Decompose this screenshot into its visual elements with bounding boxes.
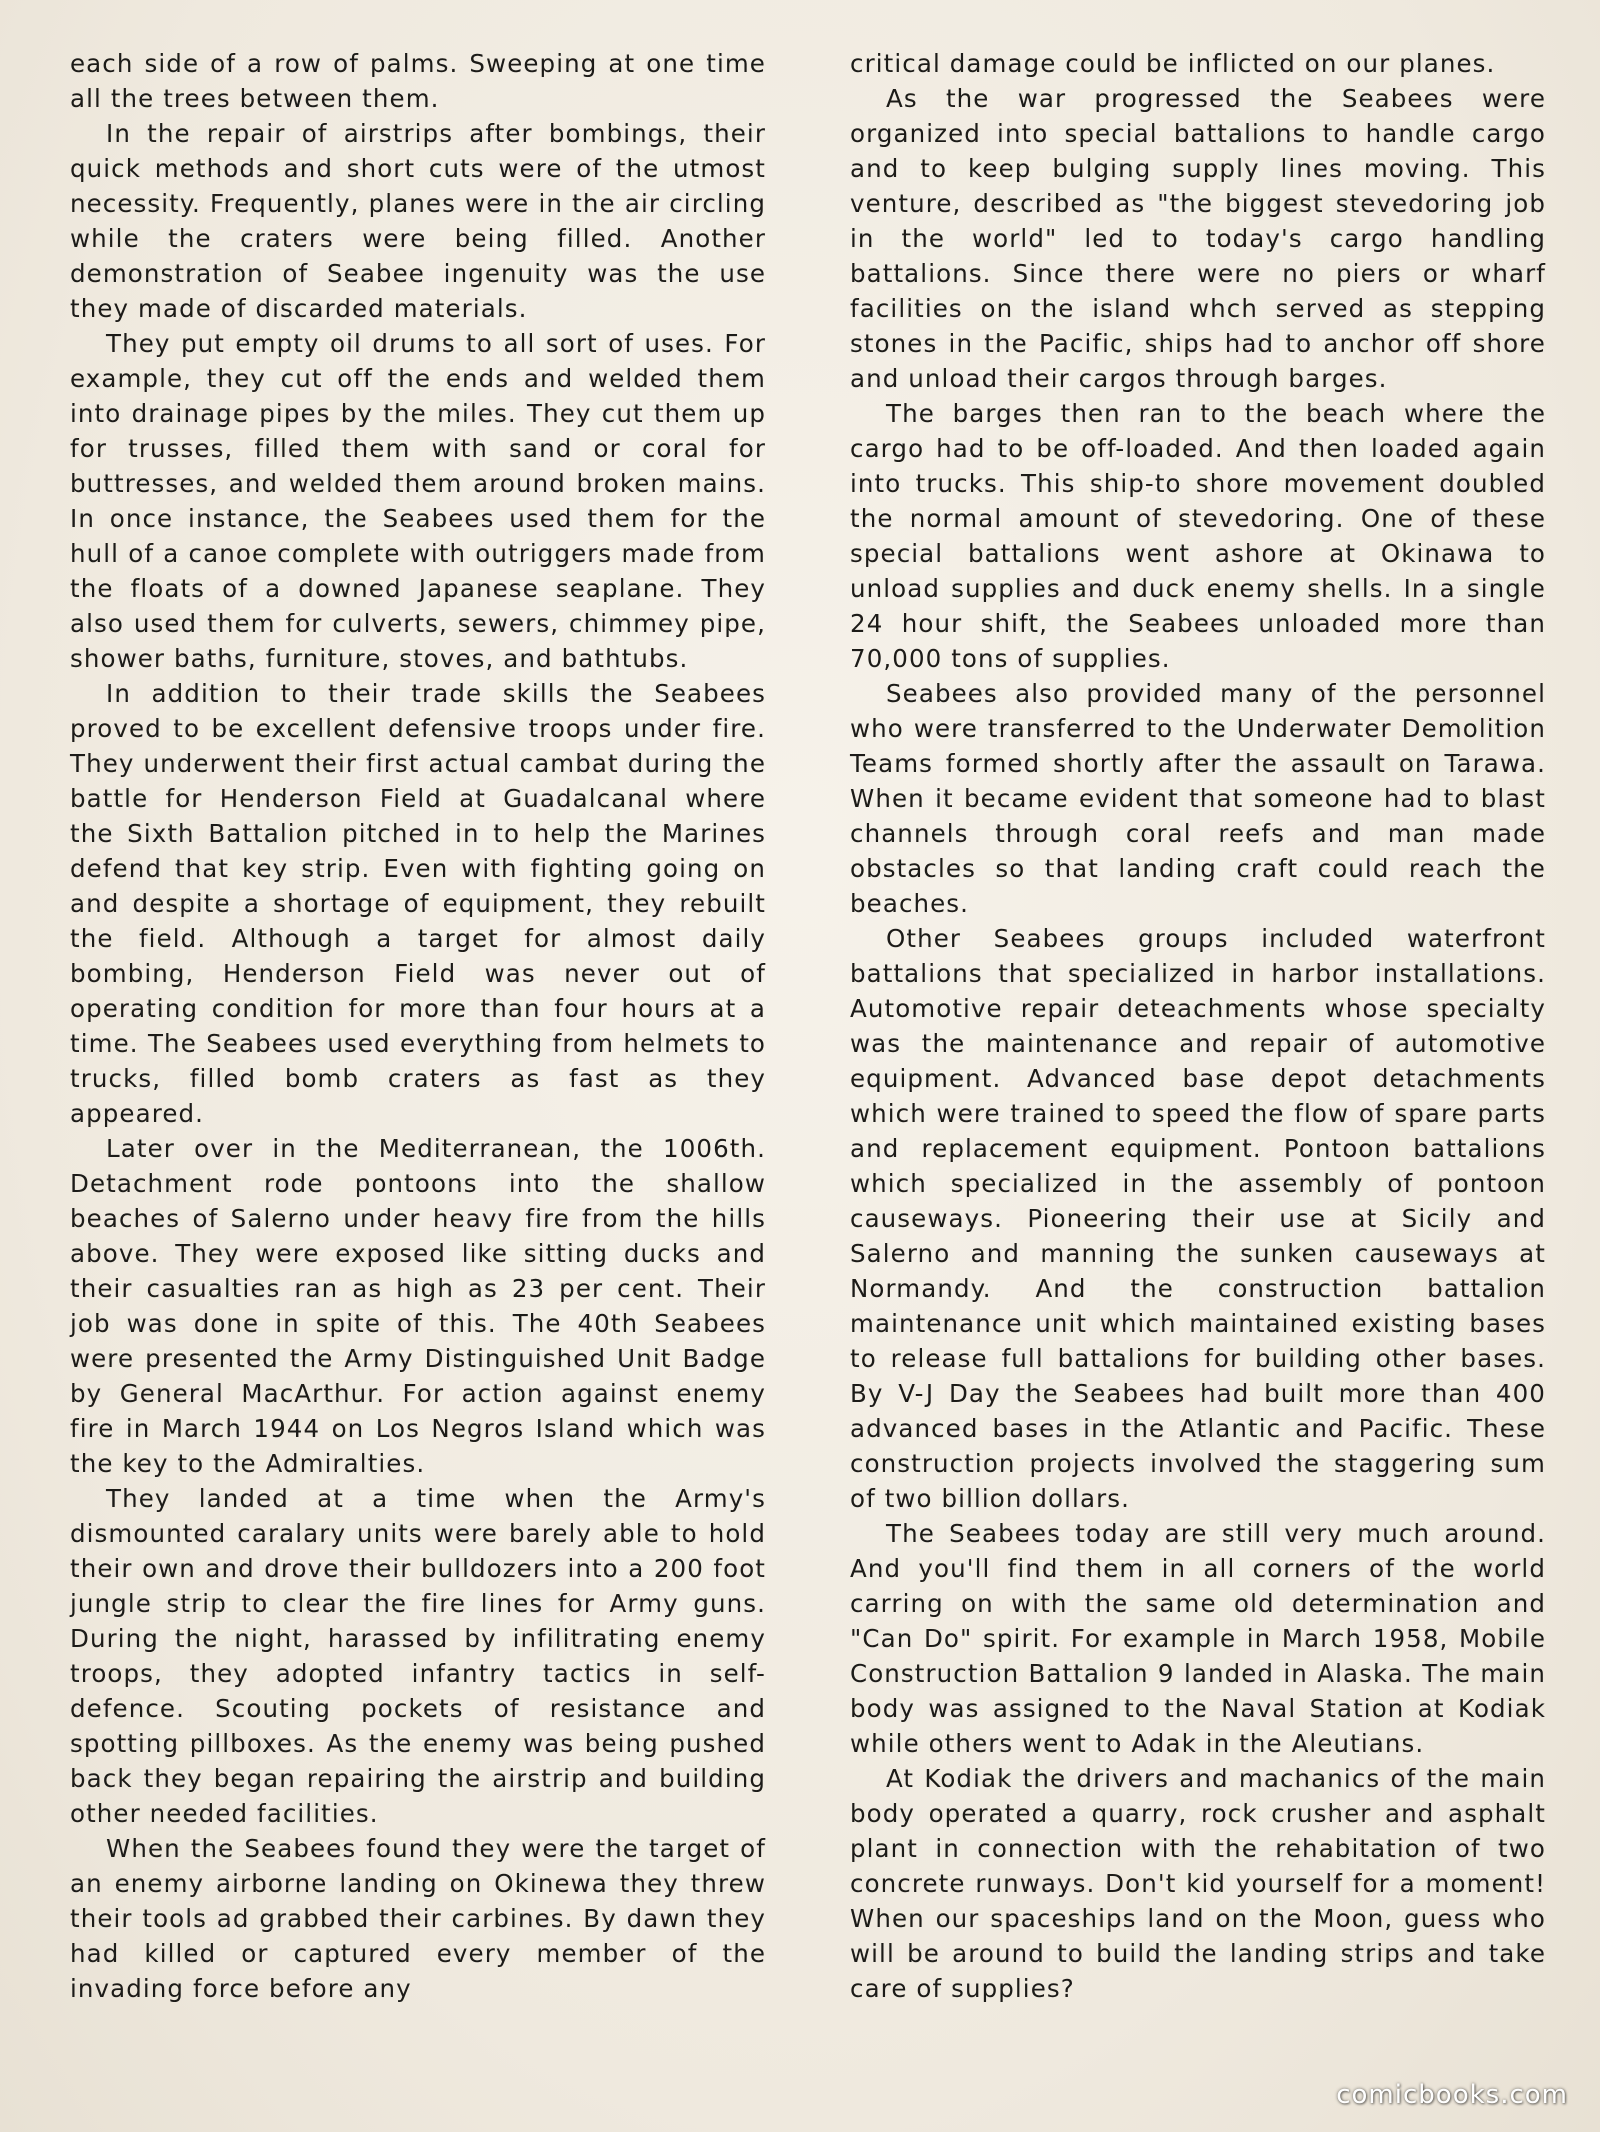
- paragraph: Other Seabees groups included waterfront battalions that specialized in harbor installations. Automotive repair deteachments whose specialty was the maintenance and repair of automotive equipment. Advanced base depot detachments which were trained to speed the flow of spare parts and replacement equipment. Pontoon battalions which specialized in the assembly of pontoon causeways. Pioneering their use at Sicily and Salerno and manning the sunken causeways at Normandy. And the construction battalion maintenance unit which maintained existing bases to release full battalions for building other bases. By V-J Day the Seabees had built more than 400 advanced bases in the Atlantic and Pacific. These construction projects involved the staggering sum of two billion dollars.: [850, 924, 1546, 1513]
- paragraph: When the Seabees found they were the target of an enemy airborne landing on Okinewa they threw their tools ad grabbed their carbines. By dawn they had killed or captured every member of the invading force before any: [70, 1834, 766, 2003]
- paragraph: Seabees also provided many of the personnel who were transferred to the Underwater Demolition Teams formed shortly after the assault on Tarawa. When it became evident that someone had to blast channels through coral reefs and man made obstacles so that landing craft could reach the beaches.: [850, 679, 1546, 918]
- paragraph: each side of a row of palms. Sweeping at one time all the trees between them.: [70, 49, 766, 113]
- paragraph: critical damage could be inflicted on our planes.: [850, 49, 1496, 78]
- paragraph: At Kodiak the drivers and machanics of the main body operated a quarry, rock crusher and asphalt plant in connection with the rehabitation of two concrete runways. Don't kid yourself for a moment! When our spaceships land on the Moon, guess who will be around to build the landing strips and take care of supplies?: [850, 1764, 1546, 2003]
- paragraph: They landed at a time when the Army's dismounted caralary units were barely able to hold their own and drove their bulldozers into a 200 foot jungle strip to clear the fire lines for Army guns. During the night, harassed by infilitrating enemy troops, they adopted infantry tactics in self-defence. Scouting pockets of resistance and spotting pillboxes. As the enemy was being pushed back they began repairing the airstrip and building other needed facilities.: [70, 1484, 766, 1828]
- paragraph: They put empty oil drums to all sort of uses. For example, they cut off the ends and welded them into drainage pipes by the miles. They cut them up for trusses, filled them with sand or coral for buttresses, and welded them around broken mains. In once instance, the Seabees used them for the hull of a canoe complete with outriggers made from the floats of a downed Japanese seaplane. They also used them for culverts, sewers, chimmey pipe, shower baths, furniture, stoves, and bathtubs.: [70, 329, 766, 673]
- paragraph: Later over in the Mediterranean, the 1006th. Detachment rode pontoons into the shallow beaches of Salerno under heavy fire from the hills above. They were exposed like sitting ducks and their casualties ran as high as 23 per cent. Their job was done in spite of this. The 40th Seabees were presented the Army Distinguished Unit Badge by General MacArthur. For action against enemy fire in March 1944 on Los Negros Island which was the key to the Admiralties.: [70, 1134, 766, 1478]
- right-text-column: [850, 46, 1546, 2006]
- paragraph: In the repair of airstrips after bombings, their quick methods and short cuts were of the utmost necessity. Frequently, planes were in the air circling while the craters were being filled. Another demonstration of Seabee ingenuity was the use they made of discarded materials.: [70, 119, 766, 323]
- paragraph: In addition to their trade skills the Seabees proved to be excellent defensive troops under fire. They underwent their first actual cambat during the battle for Henderson Field at Guadalcanal where the Sixth Battalion pitched in to help the Marines defend that key strip. Even with fighting going on and despite a shortage of equipment, they rebuilt the field. Although a target for almost daily bombing, Henderson Field was never out of operating condition for more than four hours at a time. The Seabees used everything from helmets to trucks, filled bomb craters as fast as they appeared.: [70, 679, 766, 1128]
- paragraph: The barges then ran to the beach where the cargo had to be off-loaded. And then loaded again into trucks. This ship-to shore movement doubled the normal amount of stevedoring. One of these special battalions went ashore at Okinawa to unload supplies and duck enemy shells. In a single 24 hour shift, the Seabees unloaded more than 70,000 tons of supplies.: [850, 399, 1546, 673]
- paragraph: The Seabees today are still very much around. And you'll find them in all corners of the world carring on with the same old determination and "Can Do" spirit. For example in March 1958, Mobile Construction Battalion 9 landed in Alaska. The main body was assigned to the Naval Station at Kodiak while others went to Adak in the Aleutians.: [850, 1519, 1546, 1758]
- watermark: comicbooks.com: [1336, 2080, 1568, 2110]
- paragraph: As the war progressed the Seabees were organized into special battalions to handle cargo and to keep bulging supply lines moving. This venture, described as "the biggest stevedoring job in the world" led to today's cargo handling battalions. Since there were no piers or wharf facilities on the island whch served as stepping stones in the Pacific, ships had to anchor off shore and unload their cargos through barges.: [850, 84, 1546, 393]
- left-text-column: [70, 46, 766, 2006]
